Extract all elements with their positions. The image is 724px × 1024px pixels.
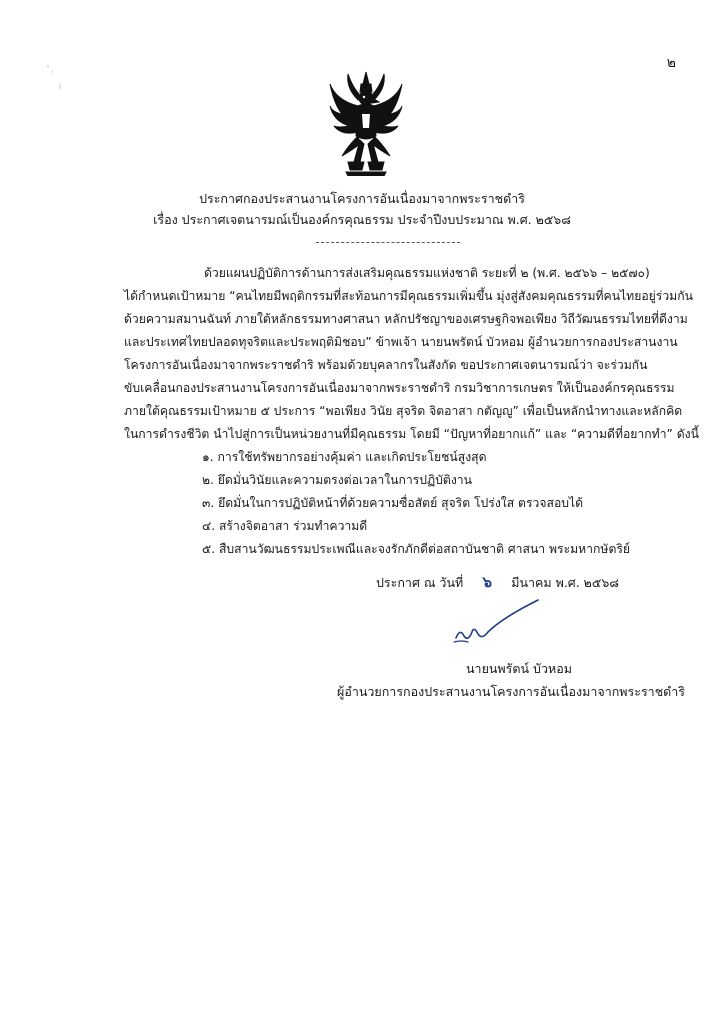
list-item: ๕. สืบสานวัฒนธรรมประเพณีและจงรักภักดีต่อสถาบันชาติ ศาสนา พระมหากษัตริย์ [202, 542, 631, 556]
handwritten-signature-icon [452, 598, 542, 646]
scan-specks [40, 60, 70, 100]
body-line: ขับเคลื่อนกองประสานงานโครงการอันเนื่องมาจากพระราชดำริ กรมวิชาการเกษตร ให้เป็นองค์กรคุณธรรม [124, 381, 675, 395]
announcement-prefix: ประกาศ ณ วันที่ [376, 575, 464, 590]
announcement-month-year: มีนาคม พ.ศ. ๒๕๖๘ [511, 575, 619, 590]
garuda-emblem-icon [328, 70, 404, 176]
page-number: ๒ [666, 55, 676, 71]
body-line: ด้วยแผนปฏิบัติการด้านการส่งเสริมคุณธรรมแห่งชาติ ระยะที่ ๒ (พ.ศ. ๒๕๖๖ – ๒๕๗๐) [204, 266, 650, 280]
announcement-day: ๖ [482, 573, 492, 591]
signer-name: นายนพรัตน์ บัวหอม [466, 661, 572, 676]
body-line: โครงการอันเนื่องมาจากพระราชดำริ พร้อมด้วยบุคลากรในสังกัด ขอประกาศเจตนารมณ์ว่า จะร่วมกัน [124, 358, 648, 372]
list-item: ๔. สร้างจิตอาสา ร่วมทำความดี [202, 519, 368, 533]
heading-subject: เรื่อง ประกาศเจตนารมณ์เป็นองค์กรคุณธรรม ประจำปีงบประมาณ พ.ศ. ๒๕๖๘ [153, 212, 571, 227]
body-line: และประเทศไทยปลอดทุจริตและประพฤติมิชอบ” ข้าพเจ้า นายนพรัตน์ บัวหอม ผู้อำนวยการกองประสานงาน [124, 335, 678, 349]
body-line: ได้กำหนดเป้าหมาย “คนไทยมีพฤติกรรมที่สะท้อนการมีคุณธรรมเพิ่มขึ้น มุ่งสู่สังคมคุณธรรมที่คนไทยอยู่ร่วมกัน [124, 289, 693, 303]
list-item: ๑. การใช้ทรัพยากรอย่างคุ้มค่า และเกิดประโยชน์สูงสุด [202, 450, 487, 464]
body-line: ในการดำรงชีวิต นำไปสู่การเป็นหน่วยงานที่มีคุณธรรม โดยมี “ปัญหาที่อยากแก้” และ “ความดีที่อยากทำ” ดังนี้ [124, 427, 699, 441]
heading-organization: ประกาศกองประสานงานโครงการอันเนื่องมาจากพระราชดำริ [199, 191, 525, 206]
list-item: ๒. ยึดมั่นวินัยและความตรงต่อเวลาในการปฏิบัติงาน [202, 473, 472, 487]
list-item: ๓. ยึดมั่นในการปฏิบัติหน้าที่ด้วยความซื่อสัตย์ สุจริต โปร่งใส ตรวจสอบได้ [202, 496, 584, 510]
signer-title: ผู้อำนวยการกองประสานงานโครงการอันเนื่องมาจากพระราชดำริ [337, 684, 686, 699]
body-line: ภายใต้คุณธรรมเป้าหมาย ๕ ประการ “พอเพียง วินัย สุจริต จิตอาสา กตัญญู” เพื่อเป็นหลักนำทางและหลักคิด [124, 404, 683, 418]
body-line: ด้วยความสมานฉันท์ ภายใต้หลักธรรมทางศาสนา หลักปรัชญาของเศรษฐกิจพอเพียง วิถีวัฒนธรรมไทยที่ดีงาม [124, 312, 688, 326]
announcement-date [376, 570, 619, 594]
heading-divider [316, 242, 460, 243]
